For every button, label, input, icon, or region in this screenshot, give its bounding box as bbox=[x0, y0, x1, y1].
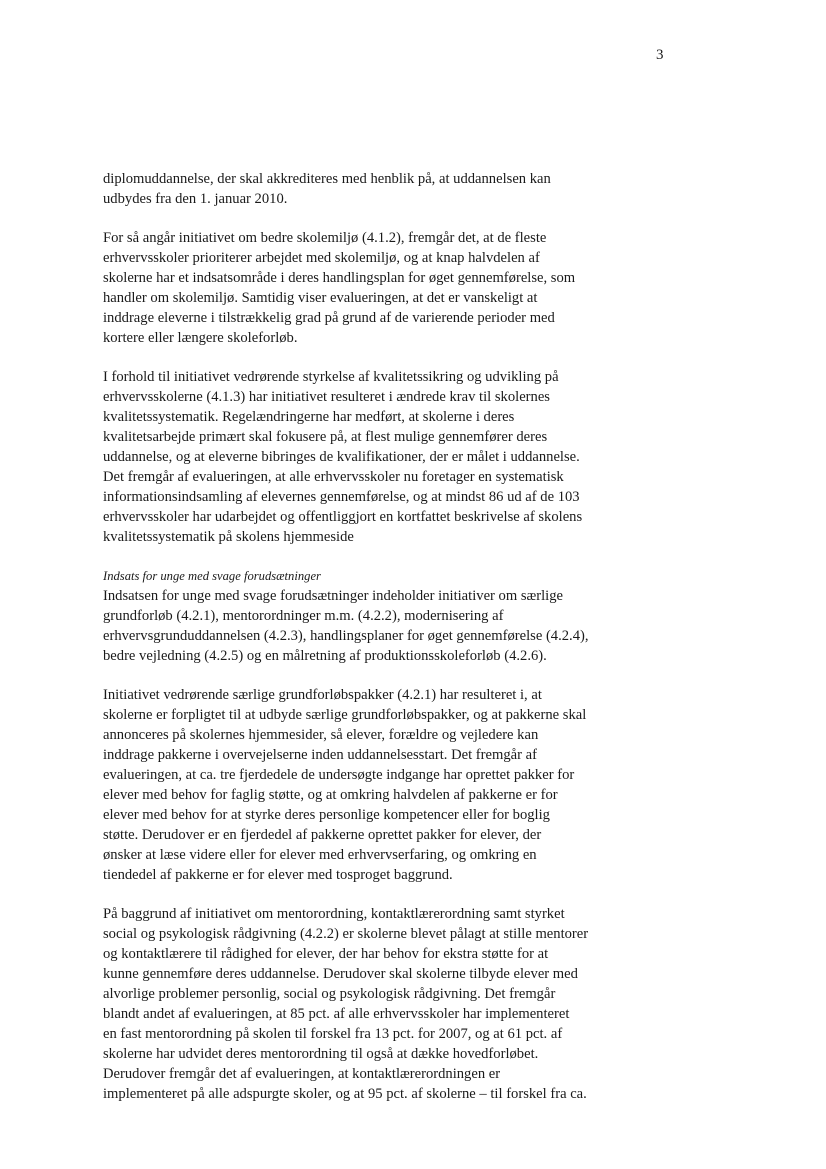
text-line: social og psykologisk rådgivning (4.2.2) er skolerne blevet pålagt at stille mentorer bbox=[103, 926, 589, 942]
text-line: Derudover fremgår det af evalueringen, at kontaktlærerordningen er bbox=[103, 1066, 501, 1082]
text-line: uddannelse, og at eleverne bibringes de kvalifikationer, der er målet i uddannelse. bbox=[103, 449, 580, 465]
text-line: kortere eller længere skoleforløb. bbox=[103, 330, 298, 346]
text-line: På baggrund af initiativet om mentorordning, kontaktlærerordning samt styrket bbox=[103, 906, 565, 922]
text-line: skolerne har udvidet deres mentorordning til også at dække hovedforløbet. bbox=[103, 1046, 539, 1062]
text-line: kvalitetssystematik på skolens hjemmeside bbox=[103, 529, 354, 545]
paragraph bbox=[103, 367, 643, 547]
text-line: annonceres på skolernes hjemmesider, så elever, forældre og vejledere kan bbox=[103, 727, 539, 743]
paragraph bbox=[103, 228, 643, 348]
text-line: skolerne er forpligtet til at udbyde særlige grundforløbspakker, og at pakkerne skal bbox=[103, 707, 587, 723]
text-line: kvalitetssystematik. Regelændringerne har medført, at skolerne i deres bbox=[103, 409, 515, 425]
text-line: ønsker at læse videre eller for elever med erhvervserfaring, og omkring en bbox=[103, 847, 537, 863]
text-line: kvalitetsarbejde primært skal fokusere på, at flest mulige gennemfører deres bbox=[103, 429, 548, 445]
text-line: I forhold til initiativet vedrørende styrkelse af kvalitetssikring og udvikling på bbox=[103, 369, 559, 385]
text-line: skolerne har et indsatsområde i deres handlingsplan for øget gennemførelse, som bbox=[103, 270, 576, 286]
text-line: Det fremgår af evalueringen, at alle erhvervsskoler nu foretager en systematisk bbox=[103, 469, 564, 485]
text-line: erhvervsskolerne (4.1.3) har initiativet resulteret i ændrede krav til skolernes bbox=[103, 389, 550, 405]
text-line: inddrage eleverne i tilstrækkelig grad på grund af de varierende perioder med bbox=[103, 310, 555, 326]
text-line: udbydes fra den 1. januar 2010. bbox=[103, 191, 288, 207]
text-line: elever med behov for faglig støtte, og at omkring halvdelen af pakkerne er for bbox=[103, 787, 558, 803]
text-line: tiendedel af pakkerne er for elever med tosproget baggrund. bbox=[103, 867, 453, 883]
text-line: grundforløb (4.2.1), mentorordninger m.m. (4.2.2), modernisering af bbox=[103, 608, 504, 624]
section-heading: Indsats for unge med svage forudsætninger bbox=[103, 569, 321, 583]
text-line: og kontaktlærere til rådighed for elever, der har behov for ekstra støtte for at bbox=[103, 946, 549, 962]
text-line: informationsindsamling af elevernes gennemførelse, og at mindst 86 ud af de 103 bbox=[103, 489, 580, 505]
text-line: handler om skolemiljø. Samtidig viser evalueringen, at det er vanskeligt at bbox=[103, 290, 538, 306]
text-line: alvorlige problemer personlig, social og psykologisk rådgivning. Det fremgår bbox=[103, 986, 556, 1002]
paragraph bbox=[103, 169, 643, 209]
text-line: blandt andet af evalueringen, at 85 pct. af alle erhvervsskoler har implementeret bbox=[103, 1006, 570, 1022]
text-line: Initiativet vedrørende særlige grundforløbspakker (4.2.1) har resulteret i, at bbox=[103, 687, 542, 703]
text-line: implementeret på alle adspurgte skoler, og at 95 pct. af skolerne – til forskel fra ca. bbox=[103, 1086, 587, 1102]
text-line: kunne gennemføre deres uddannelse. Derudover skal skolerne tilbyde elever med bbox=[103, 966, 578, 982]
body-text bbox=[103, 169, 643, 1104]
paragraph bbox=[103, 904, 643, 1104]
text-line: For så angår initiativet om bedre skolemiljø (4.1.2), fremgår det, at de fleste bbox=[103, 230, 547, 246]
text-line: elever med behov for at styrke deres personlige kompetencer eller for boglig bbox=[103, 807, 550, 823]
text-line: inddrage pakkerne i overvejelserne inden uddannelsesstart. Det fremgår af bbox=[103, 747, 537, 763]
text-line: erhvervsskoler prioriterer arbejdet med skolemiljø, og at knap halvdelen af bbox=[103, 250, 540, 266]
paragraph bbox=[103, 685, 643, 885]
paragraph bbox=[103, 566, 643, 666]
text-line: bedre vejledning (4.2.5) og en målretning af produktionsskoleforløb (4.2.6). bbox=[103, 648, 547, 664]
text-line: støtte. Derudover er en fjerdedel af pakkerne oprettet pakker for elever, der bbox=[103, 827, 542, 843]
text-line: erhvervsgrunduddannelsen (4.2.3), handlingsplaner for øget gennemførelse (4.2.4), bbox=[103, 628, 589, 644]
text-line: evalueringen, at ca. tre fjerdedele de undersøgte indgange har oprettet pakker for bbox=[103, 767, 575, 783]
page-number: 3 bbox=[656, 47, 664, 63]
text-line: en fast mentorordning på skolen til forskel fra 13 pct. for 2007, og at 61 pct. af bbox=[103, 1026, 563, 1042]
text-line: Indsatsen for unge med svage forudsætninger indeholder initiativer om særlige bbox=[103, 588, 564, 604]
text-line: diplomuddannelse, der skal akkrediteres med henblik på, at uddannelsen kan bbox=[103, 171, 551, 187]
text-line: erhvervsskoler har udarbejdet og offentliggjort en kortfattet beskrivelse af skolens bbox=[103, 509, 583, 525]
